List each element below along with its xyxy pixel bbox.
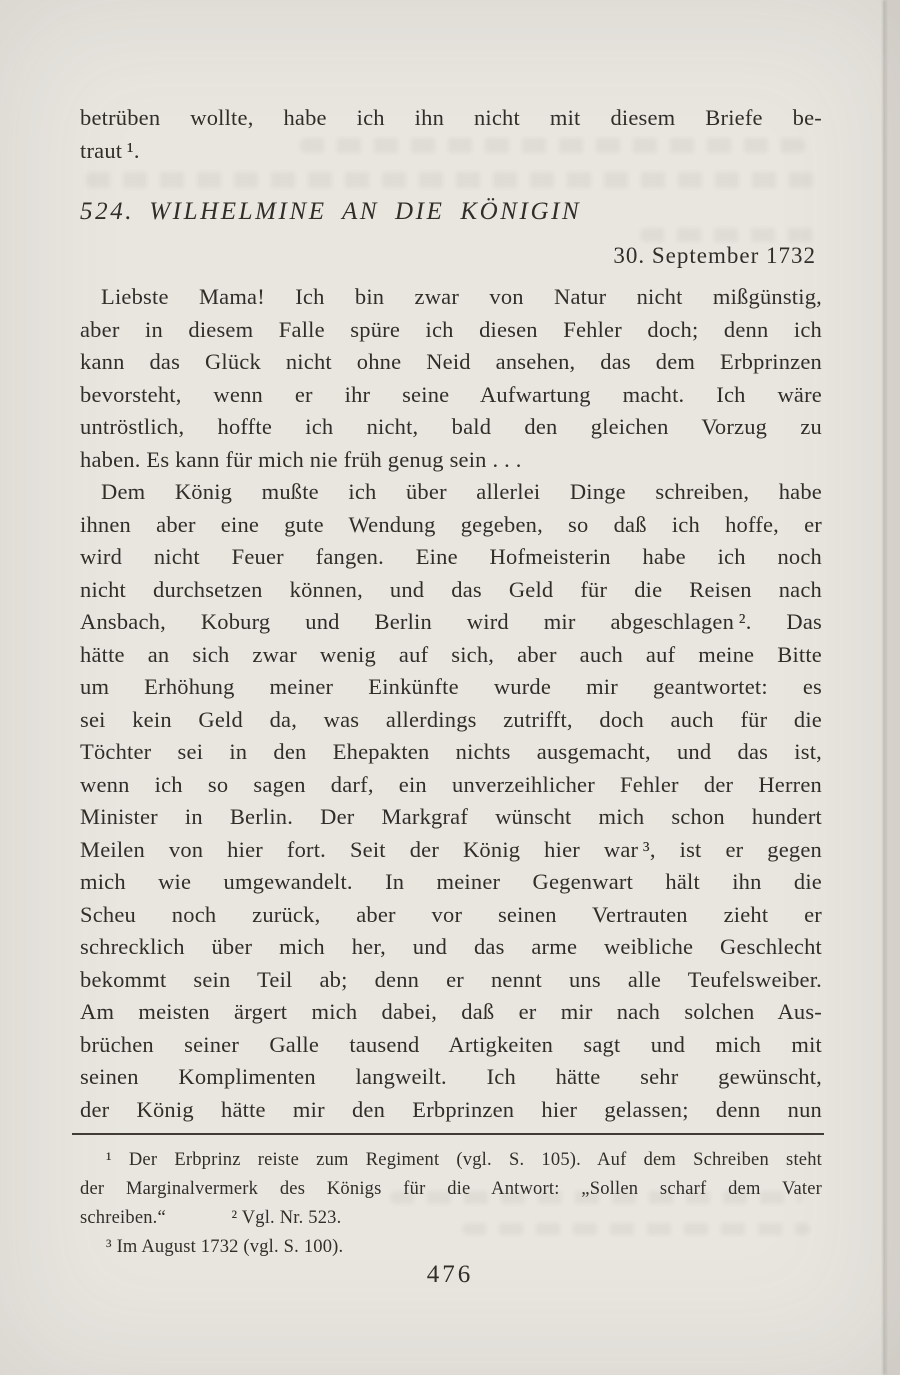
text-line: Töchter sei in den Ehepakten nichts ausgemacht, und das ist, <box>80 739 822 764</box>
text-line: haben. Es kann für mich nie früh genug sein . . . <box>80 446 522 472</box>
text-line: aber in diesem Falle spüre ich diesen Fehler doch; denn ich <box>80 316 822 342</box>
continuation-paragraph <box>80 101 822 167</box>
footnote-rule <box>72 1133 824 1135</box>
letter-body <box>80 281 822 1126</box>
text-line: bevorsteht, wenn er ihr seine Aufwartung macht. Ich wäre <box>80 381 822 407</box>
text-line: Meilen von hier fort. Seit der König hier war ³, ist er gegen <box>80 836 822 862</box>
text-line: ¹ Der Erbprinz reiste zum Regiment (vgl. S. 105). Auf dem Schreiben steht <box>106 1150 822 1170</box>
bleed-through-ghost <box>86 172 814 188</box>
text-line: kann das Glück nicht ohne Neid ansehen, das dem Erbprinzen <box>80 349 822 374</box>
text-line: bekommt sein Teil ab; denn er nennt uns alle Teufelsweiber. <box>80 966 822 992</box>
text-line: schreiben.“ ² Vgl. Nr. 523. <box>80 1208 342 1228</box>
text-line: untröstlich, hoffte ich nicht, bald den gleichen Vorzug zu <box>80 414 822 439</box>
bleed-through-ghost <box>640 228 815 242</box>
text-line: traut ¹. <box>80 138 140 163</box>
page-edge-shadow <box>883 0 886 1375</box>
text-line: schrecklich über mich her, und das arme weibliche Geschlecht <box>80 934 822 959</box>
text-line: hätte an sich zwar wenig auf sich, aber auch auf meine Bitte <box>80 641 822 667</box>
page-number: 476 <box>426 1261 474 1288</box>
text-line: der Marginalvermerk des Königs für die Antwort: „Sollen scharf dem Vater <box>80 1179 822 1199</box>
text-line: Am meisten ärgert mich dabei, daß er mir nach solchen Aus- <box>80 999 822 1024</box>
text-line: Liebste Mama! Ich bin zwar von Natur nicht mißgünstig, <box>101 284 822 309</box>
paragraph <box>80 476 822 1126</box>
text-line: ihnen aber eine gute Wendung gegeben, so daß ich hoffe, er <box>80 511 822 537</box>
text-line: nicht durchsetzen können, und das Geld für die Reisen nach <box>80 576 822 602</box>
text-line: ³ Im August 1732 (vgl. S. 100). <box>106 1237 344 1257</box>
text-line: betrüben wollte, habe ich ihn nicht mit diesem Briefe be- <box>80 105 822 130</box>
letter-heading: 524. WILHELMINE AN DIE KÖNIGIN <box>80 198 582 225</box>
footnotes <box>80 1146 822 1262</box>
text-line: Ansbach, Koburg und Berlin wird mir abgeschlagen ². Das <box>80 609 822 634</box>
text-line: wird nicht Feuer fangen. Eine Hofmeisterin habe ich noch <box>80 544 822 569</box>
text-line: mich wie umgewandelt. In meiner Gegenwart hält ihn die <box>80 869 822 894</box>
paragraph <box>80 281 822 476</box>
text-line: um Erhöhung meiner Einkünfte wurde mir geantwortet: es <box>80 674 822 699</box>
text-line: brüchen seiner Galle tausend Artigkeiten sagt und mich mit <box>80 1031 822 1057</box>
footnote <box>80 1233 822 1262</box>
text-line: der König hätte mir den Erbprinzen hier gelassen; denn nun <box>80 1096 822 1122</box>
text-line: Minister in Berlin. Der Markgraf wünscht mich schon hundert <box>80 804 822 829</box>
text-line: sei kein Geld da, was allerdings zutrifft, doch auch für die <box>80 706 822 732</box>
page-edge-margin <box>886 0 900 1375</box>
text-line: seinen Komplimenten langweilt. Ich hätte sehr gewünscht, <box>80 1064 822 1089</box>
footnote <box>80 1146 822 1233</box>
text-line: Dem König mußte ich über allerlei Dinge schreiben, habe <box>101 479 822 504</box>
text-line: Scheu noch zurück, aber vor seinen Vertrauten zieht er <box>80 901 822 927</box>
letter-date: 30. September 1732 <box>613 243 816 268</box>
text-line: wenn ich so sagen darf, ein unverzeihlicher Fehler der Herren <box>80 771 822 797</box>
